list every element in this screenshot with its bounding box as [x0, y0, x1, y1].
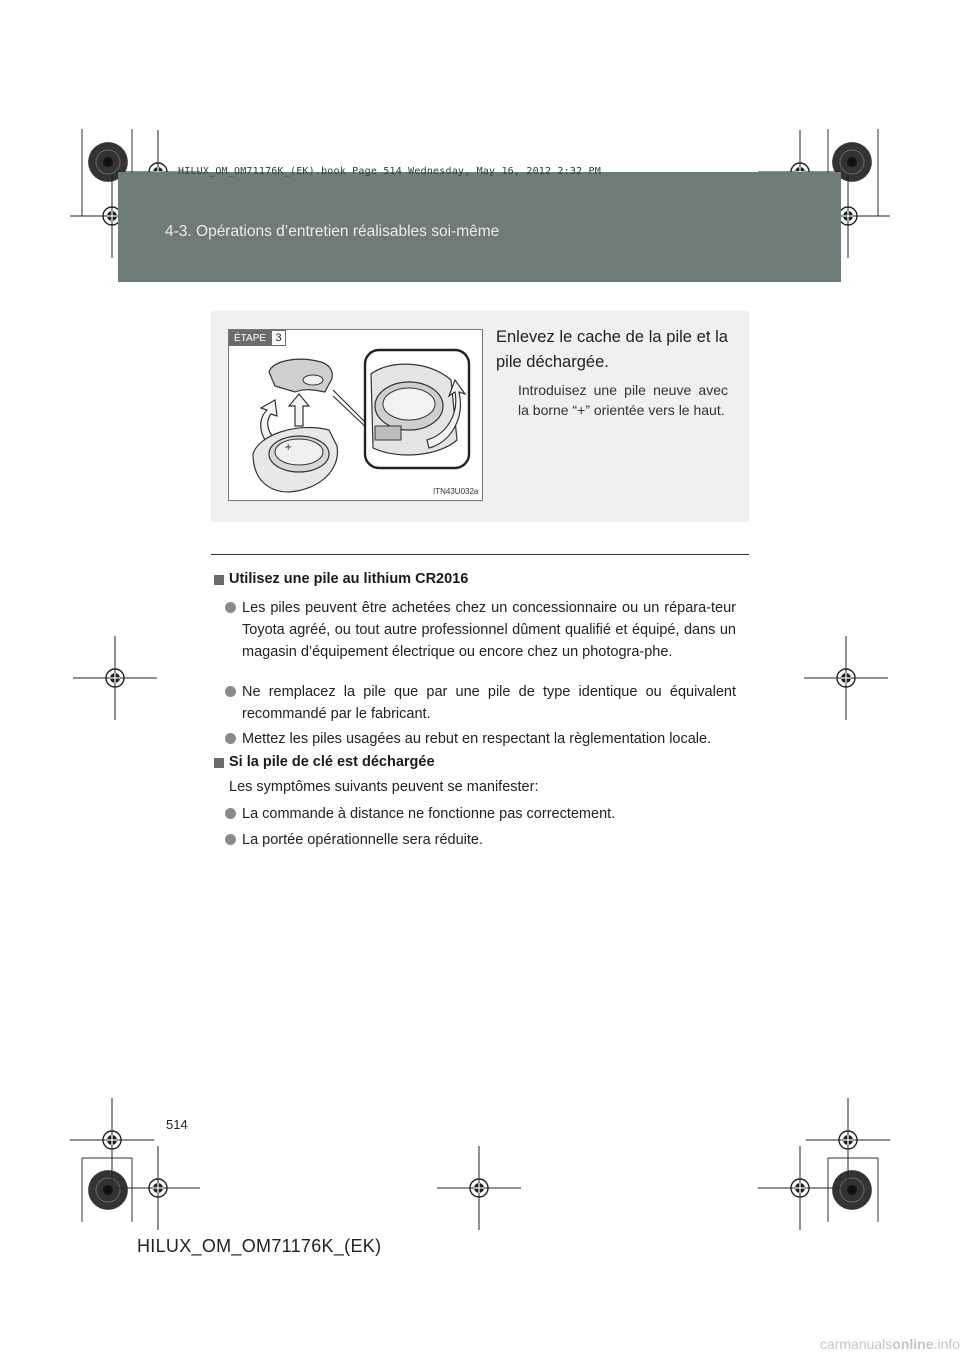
list-item [242, 829, 736, 851]
step-badge-label: ÉTAPE [229, 330, 271, 346]
circle-bullet-icon [225, 686, 236, 697]
page-number: 514 [166, 1117, 188, 1132]
section-heading-text: Utilisez une pile au lithium CR2016 [229, 571, 469, 587]
circle-bullet-icon [225, 602, 236, 613]
figure-code: ITN43U032a [433, 487, 479, 496]
watermark-suffix: .info [933, 1336, 960, 1352]
list-item-text: La commande à distance ne fonctionne pas correctement. [242, 806, 616, 822]
section-heading-low-battery [229, 754, 435, 770]
figure-frame [228, 329, 483, 501]
watermark-bold: online [892, 1336, 934, 1352]
section-intro: Les symptômes suivants peuvent se manifester: [229, 779, 539, 795]
list-item [242, 803, 736, 825]
step-badge-number: 3 [271, 330, 286, 346]
list-item [242, 681, 736, 725]
key-battery-removal-icon [229, 330, 482, 500]
step-note: Introduisez une pile neuve avec la borne “+” orientée vers le haut. [518, 382, 728, 418]
list-item-text: Les piles peuvent être achetées chez un concessionnaire ou un répara-teur Toyota agréé, ou tout autre professionnel dûment qualifié et équipé, dans un magasin d’équipement électrique ou encore chez un photogra-phe. [242, 600, 736, 660]
circle-bullet-icon [225, 733, 236, 744]
document-code: HILUX_OM_OM71176K_(EK) [137, 1236, 382, 1256]
section-heading-battery-type [229, 571, 468, 587]
square-bullet-icon [214, 758, 224, 768]
square-bullet-icon [214, 575, 224, 585]
step-instruction: Enlevez le cache de la pile et la pile déchargée. [496, 328, 728, 371]
watermark[interactable] [820, 1336, 960, 1352]
list-item-text: Ne remplacez la pile que par une pile de type identique ou équivalent recommandé par le fabricant. [242, 684, 736, 722]
section-heading-text: Si la pile de clé est déchargée [229, 754, 435, 770]
section-title: 4-3. Opérations d’entretien réalisables soi-même [165, 223, 500, 240]
crop-lines [82, 129, 878, 1222]
book-info-line: HILUX_OM_OM71176K_(EK).book Page 514 Wednesday, May 16, 2012 2:32 PM [178, 166, 601, 177]
svg-text:+: + [284, 442, 293, 453]
section-divider [211, 554, 749, 555]
list-item-text: Mettez les piles usagées au rebut en respectant la règlementation locale. [242, 731, 712, 747]
list-item-text: La portée opérationnelle sera réduite. [242, 832, 484, 848]
circle-bullet-icon [225, 834, 236, 845]
watermark-prefix: carmanuals [819, 1336, 893, 1352]
list-item [242, 728, 746, 750]
step-badge [229, 330, 286, 346]
list-item [242, 597, 736, 663]
circle-bullet-icon [225, 808, 236, 819]
